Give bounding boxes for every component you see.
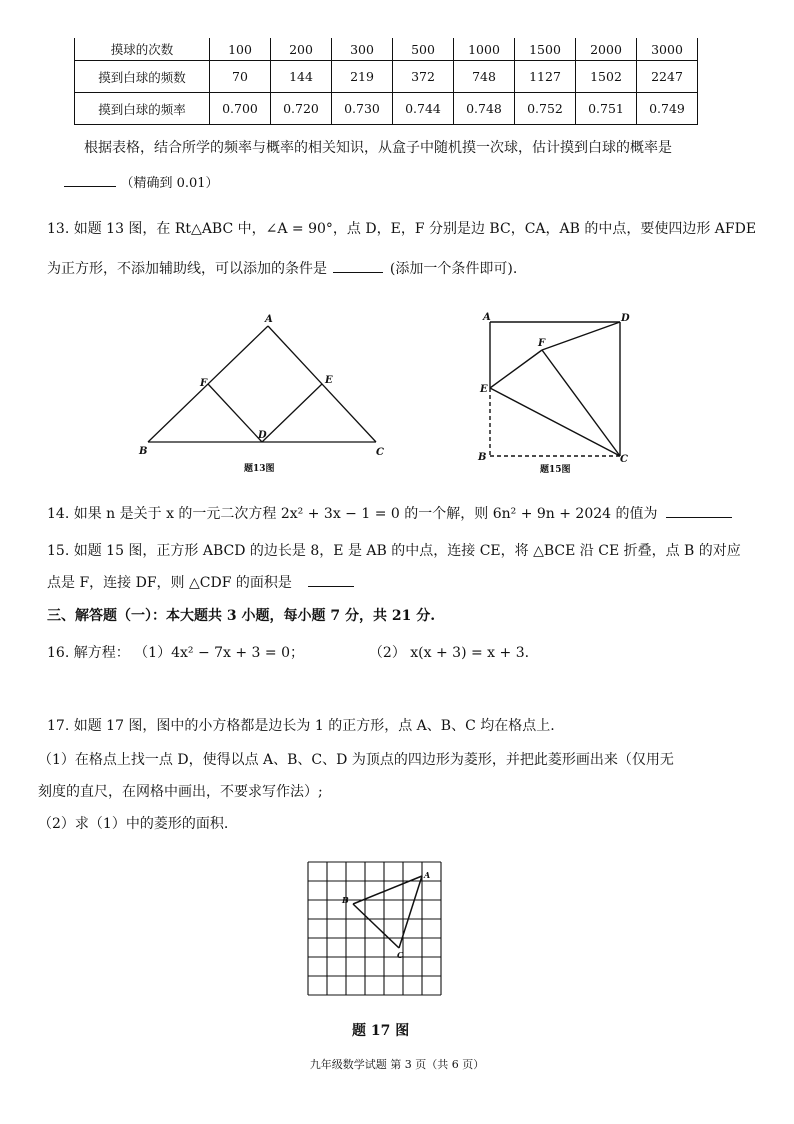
q12-text: [84, 137, 672, 157]
segment-fd: [208, 384, 262, 442]
table-cell: 1502: [576, 61, 637, 93]
q15-answer-blank[interactable]: [308, 585, 354, 587]
table-row: [75, 61, 698, 93]
page-footer: 九年级数学试题 第 3 页（共 6 页）: [309, 1058, 485, 1071]
q12-answer-line: [64, 172, 219, 191]
table-cell: 0.748: [454, 93, 515, 125]
frequency-table: [74, 38, 698, 125]
q12-precision-note: （精确到 0.01）: [120, 176, 219, 191]
q17-line1: 17. 如题 17 图，图中的小方格都是边长为 1 的正方形，点 A、B、C 均在格点上.: [47, 718, 555, 734]
table-cell: 1000: [454, 38, 515, 61]
table-cell: 500: [393, 38, 454, 61]
figure-15-caption: 题15图: [540, 465, 571, 475]
label-d: D: [258, 430, 267, 441]
table-cell: 2247: [637, 61, 698, 93]
label-b: B: [478, 452, 487, 463]
q12-sentence: 根据表格，结合所学的频率与概率的相关知识，从盒子中随机摸一次球，估计摸到白球的概率是: [84, 140, 672, 156]
table-cell: 1500: [515, 38, 576, 61]
table-cell: 0.730: [332, 93, 393, 125]
table-row: [75, 38, 698, 61]
q13-line1: 13. 如题 13 图，在 Rt△ABC 中，∠A = 90°，点 D，E，F 分别是边 BC，CA，AB 的中点，要使四边形 AFDE: [47, 221, 757, 237]
grid-lines: [308, 862, 441, 995]
label-b: B: [139, 446, 148, 457]
q16-part2: （2） x(x + 3) = x + 3.: [368, 645, 530, 661]
section-3-title: 三、解答题（一）：本大题共 3 小题，每小题 7 分，共 21 分.: [47, 608, 436, 624]
q15-line2: [47, 572, 354, 592]
figure-13-caption: 题13图: [244, 464, 275, 474]
q12-answer-blank[interactable]: [64, 185, 116, 187]
table-cell: 3000: [637, 38, 698, 61]
table-cell: 0.751: [576, 93, 637, 125]
table-cell: 372: [393, 61, 454, 93]
table-cell: 2000: [576, 38, 637, 61]
segment-fd: [542, 322, 620, 350]
table-cell: 300: [332, 38, 393, 61]
figure-15-square: [470, 306, 640, 466]
segment-ed: [262, 384, 322, 442]
table-cell: 1127: [515, 61, 576, 93]
table-cell: 0.700: [210, 93, 271, 125]
q13-condition-prompt: 为正方形，不添加辅助线，可以添加的条件是: [47, 261, 327, 277]
label-c: C: [397, 950, 404, 960]
q14-answer-blank[interactable]: [666, 516, 732, 518]
label-c: C: [376, 447, 384, 458]
table-cell: 0.720: [271, 93, 332, 125]
q14-line: [47, 503, 732, 523]
figure-17-grid: [296, 856, 446, 1006]
table-cell: 0.749: [637, 93, 698, 125]
segment-bc: [353, 904, 399, 948]
q15-line1: 15. 如题 15 图，正方形 ABCD 的边长是 8，E 是 AB 的中点，连接 CE，将 △BCE 沿 CE 折叠，点 B 的对应: [47, 543, 741, 559]
q17-line2: （1）在格点上找一点 D，使得以点 A、B、C、D 为顶点的四边形为菱形，并把此菱形画出来（仅用无: [38, 752, 674, 768]
table-cell: 0.752: [515, 93, 576, 125]
q15-question: 点是 F，连接 DF，则 △CDF 的面积是: [47, 575, 292, 591]
q13-line2: [47, 258, 517, 278]
label-a: A: [483, 312, 491, 323]
label-a: A: [265, 314, 273, 325]
q16-line: [47, 642, 529, 662]
table-row: [75, 93, 698, 125]
table-cell: 144: [271, 61, 332, 93]
q14-text: 14. 如果 n 是关于 x 的一元二次方程 2x² + 3x − 1 = 0 的一个解，则 6n² + 9n + 2024 的值为: [47, 506, 658, 522]
segment-fc: [542, 350, 620, 456]
q13-answer-blank[interactable]: [333, 271, 383, 273]
label-d: D: [621, 313, 630, 324]
q17-line3: 刻度的直尺，在网格中画出，不要求写作法）;: [38, 784, 323, 800]
figure-17-caption: 题 17 图: [352, 1023, 410, 1039]
row-label: 摸到白球的频数: [75, 61, 210, 93]
q17-line4: （2）求（1）中的菱形的面积.: [38, 816, 229, 832]
q13-condition-note: (添加一个条件即可).: [389, 261, 518, 277]
row-label: 摸球的次数: [75, 38, 210, 61]
label-f: F: [200, 378, 208, 389]
label-e: E: [325, 375, 333, 386]
segment-ec: [490, 388, 620, 456]
figure-13-triangle: [130, 310, 400, 475]
table-cell: 0.744: [393, 93, 454, 125]
table-cell: 748: [454, 61, 515, 93]
segment-ef: [490, 350, 542, 388]
label-c: C: [620, 454, 628, 465]
table-cell: 200: [271, 38, 332, 61]
row-label: 摸到白球的频率: [75, 93, 210, 125]
label-e: E: [480, 384, 488, 395]
table-cell: 100: [210, 38, 271, 61]
q16-part1: （1）4x² − 7x + 3 = 0；: [134, 645, 305, 661]
label-f: F: [538, 338, 546, 349]
table-cell: 219: [332, 61, 393, 93]
label-a: A: [424, 870, 431, 880]
label-b: B: [342, 895, 349, 905]
table-cell: 70: [210, 61, 271, 93]
q16-label: 16. 解方程：: [47, 645, 130, 661]
